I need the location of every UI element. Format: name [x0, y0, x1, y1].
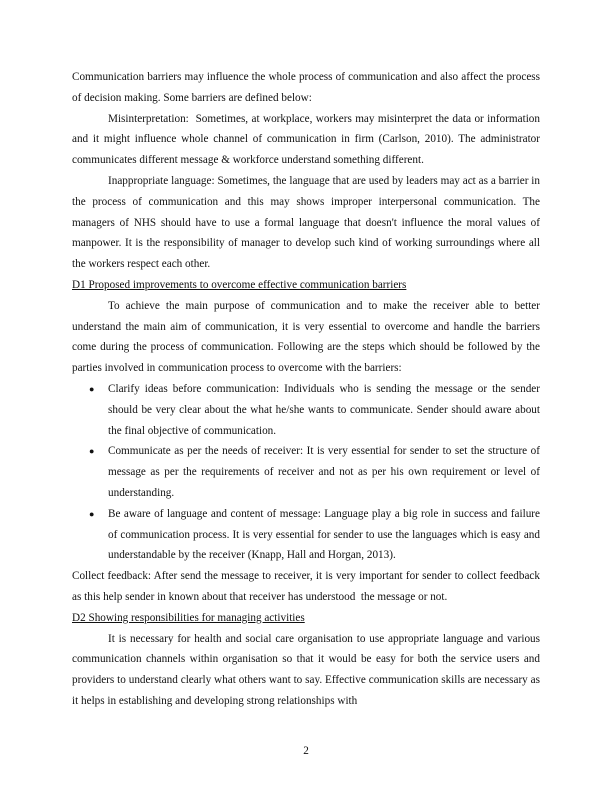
bullet-icon: ●: [89, 383, 95, 394]
d2-paragraph: It is necessary for health and social care organisation to use appropriate language and various communication channels within organisation so that it would be easy for both the service users and providers to understand clearly what others want to say. Effective communication skills are necessary as it helps in establishing and developing strong relationships with: [72, 632, 540, 707]
bullet-icon: ●: [89, 508, 95, 519]
list-item: [89, 504, 540, 566]
list-item-text: Communicate as per the needs of receiver: It is very essential for sender to set the structure of message as per the requirements of receiver and not as per his own requirement or level of understanding.: [108, 445, 540, 499]
list-item: [89, 441, 540, 503]
section-heading-d2: D2 Showing responsibilities for managing activities: [72, 611, 305, 624]
misinterpretation-paragraph: Misinterpretation: Sometimes, at workplace, workers may misinterpret the data or information and it might influence whole channel of communication in firm (Carlson, 2010). The administrator communicates different message & workforce understand something different.: [72, 112, 540, 167]
bullet-icon: ●: [89, 446, 95, 457]
page-number: 2: [303, 745, 309, 757]
collect-feedback-paragraph: Collect feedback: After send the message to receiver, it is very important for sender to collect feedback as this help sender in known about that receiver has understood the message or not.: [72, 570, 540, 603]
list-item: [89, 379, 540, 441]
inappropriate-language-paragraph: Inappropriate language: Sometimes, the language that are used by leaders may act as a barrier in the process of communication and this may shows improper interpersonal communication. The managers of NHS should have to use a formal language that doesn't influence the moral values of manpower. It is the responsibility of manager to develop such kind of working surroundings where all the workers respect each other.: [72, 174, 540, 271]
list-item-text: Clarify ideas before communication: Individuals who is sending the message or the sender should be very clear about the what he/she wants to communicate. Sender should aware about the final objective of communication.: [108, 382, 540, 437]
list-item-text: Be aware of language and content of message: Language play a big role in success and failure of communication process. It is very essential for sender to use the languages which is easy and understandable by the receiver (Knapp, Hall and Horgan, 2013).: [108, 507, 540, 562]
section-heading-d1: D1 Proposed improvements to overcome effective communication barriers: [72, 278, 407, 291]
document-page: [72, 67, 540, 712]
d1-intro-paragraph: To achieve the main purpose of communication and to make the receiver able to better understand the main aim of communication, it is very essential to overcome and handle the barriers come during the process of communication. Following are the steps which should be followed by the parties involved in communication process to overcome with the barriers:: [72, 299, 540, 375]
intro-paragraph: Communication barriers may influence the whole process of communication and also affect the process of decision making. Some barriers are defined below:: [72, 71, 540, 104]
steps-bullet-list: [72, 379, 540, 566]
